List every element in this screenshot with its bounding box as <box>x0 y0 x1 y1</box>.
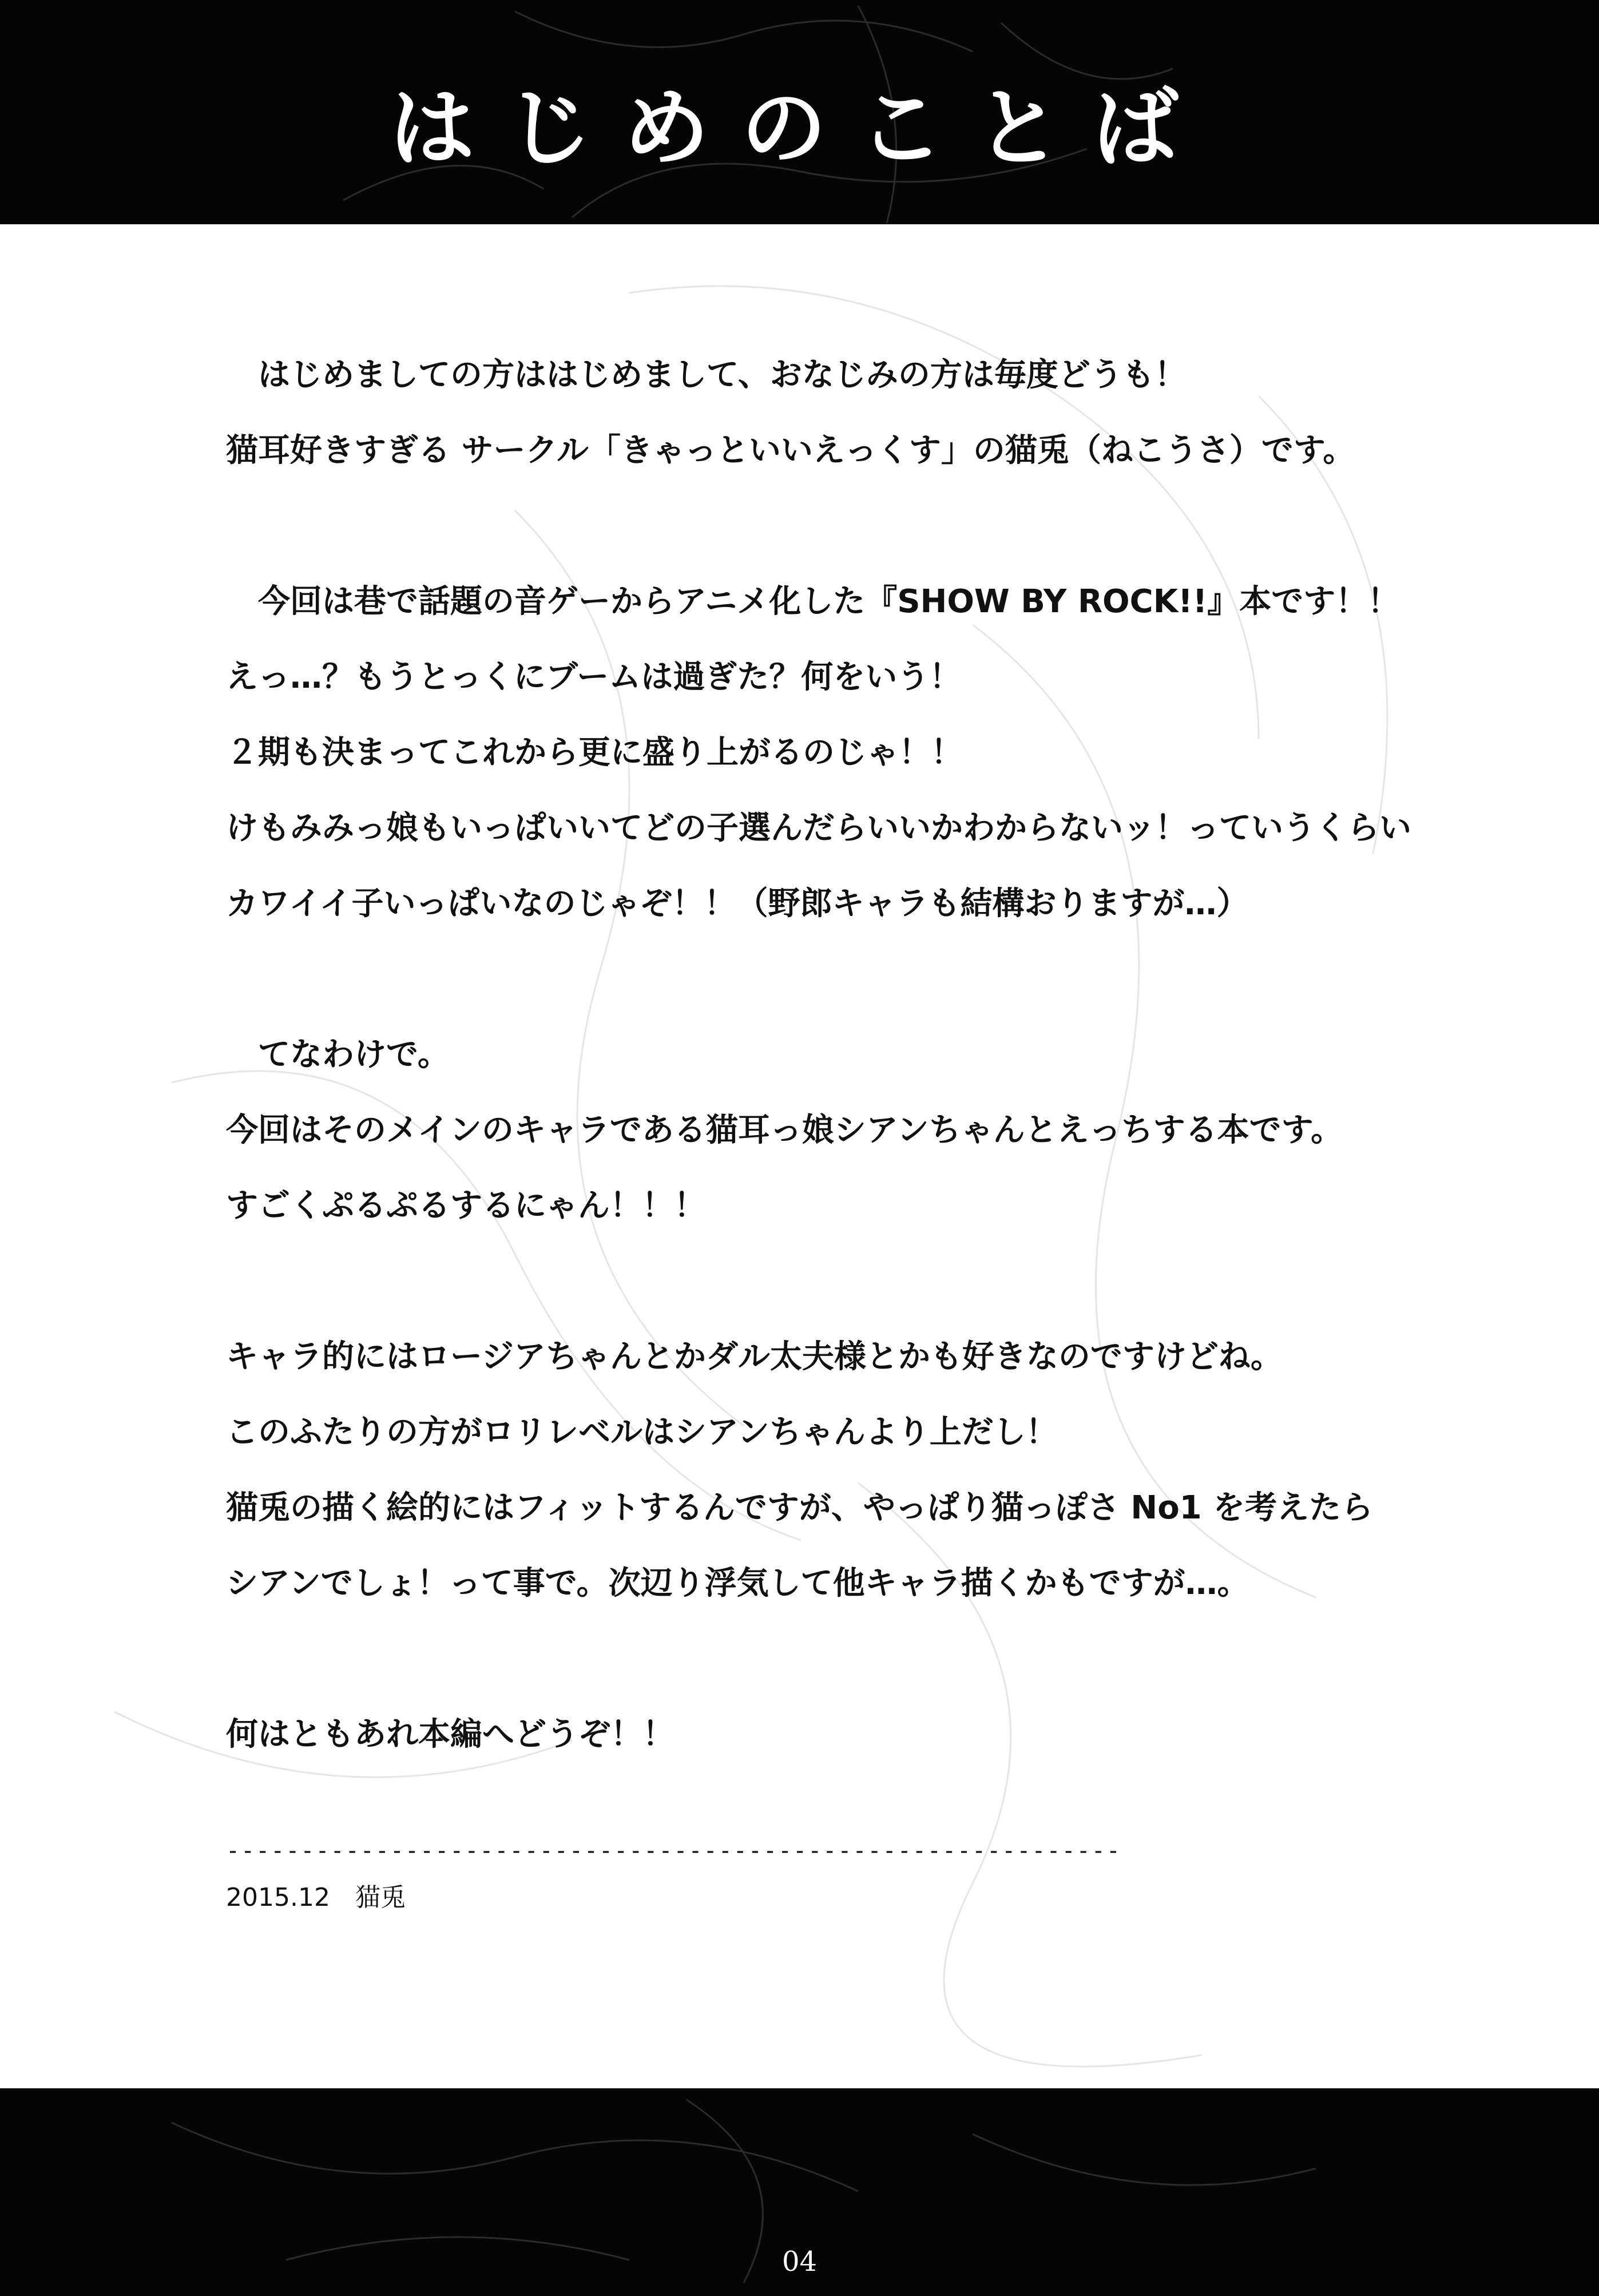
paragraph <box>226 1319 1485 1621</box>
text-line: 何はともあれ本編へどうぞ！！ <box>226 1716 674 1753</box>
paragraph <box>226 338 1485 489</box>
paragraph-gap <box>226 942 1485 1017</box>
text-line: カワイイ子いっぱいなのじゃぞ！！（野郎キャラも結構おりますが…） <box>226 885 1249 922</box>
paragraph-gap <box>226 1621 1485 1697</box>
page-number: 04 <box>781 2246 818 2278</box>
page-title: はじめのことば <box>388 79 1210 179</box>
text-line: 今回は巷で話題の音ゲーからアニメ化した『SHOW BY ROCK!!』本です！！ <box>226 583 1400 620</box>
text-line: キャラ的にはロージアちゃんとかダル太夫様とかも好きなのですけどね。 <box>226 1338 1283 1375</box>
body-text <box>226 338 1485 1772</box>
text-line: すごくぷるぷるするにゃん！！！ <box>226 1187 706 1224</box>
paragraph-gap <box>226 1244 1485 1319</box>
text-line: えっ…？もうとっくにブームは過ぎた？何をいう！ <box>226 659 962 696</box>
paragraph <box>226 564 1485 942</box>
text-line: 猫耳好きすぎる サークル「きゃっといいえっくす」の猫兎（ねこうさ）です。 <box>226 432 1355 469</box>
text-line: ２期も決まってこれから更に盛り上がるのじゃ！！ <box>226 734 963 771</box>
text-line: てなわけで。 <box>226 1036 450 1073</box>
signature-separator: ------------------------------------------------------------ <box>226 1838 1121 1864</box>
signature: 2015.12 猫兎 <box>226 1883 406 1912</box>
paragraph <box>226 1697 1485 1772</box>
text-line: シアンでしょ！って事で。次辺り浮気して他キャラ描くかもですが…。 <box>226 1565 1249 1602</box>
text-line: はじめましての方ははじめまして、おなじみの方は毎度どうも！ <box>226 356 1187 394</box>
text-line: けもみみっ娘もいっぱいいてどの子選んだらいいかわからないッ！っていうくらい <box>226 810 1411 847</box>
text-line: 猫兎の描く絵的にはフィットするんですが、やっぱり猫っぽさ No1 を考えたら <box>226 1489 1374 1526</box>
header-band <box>0 0 1599 224</box>
paragraph-gap <box>226 489 1485 564</box>
text-line: 今回はそのメインのキャラである猫耳っ娘シアンちゃんとえっちする本です。 <box>226 1112 1343 1149</box>
text-line: このふたりの方がロリレベルはシアンちゃんより上だし！ <box>226 1414 1058 1451</box>
paragraph <box>226 1017 1485 1244</box>
